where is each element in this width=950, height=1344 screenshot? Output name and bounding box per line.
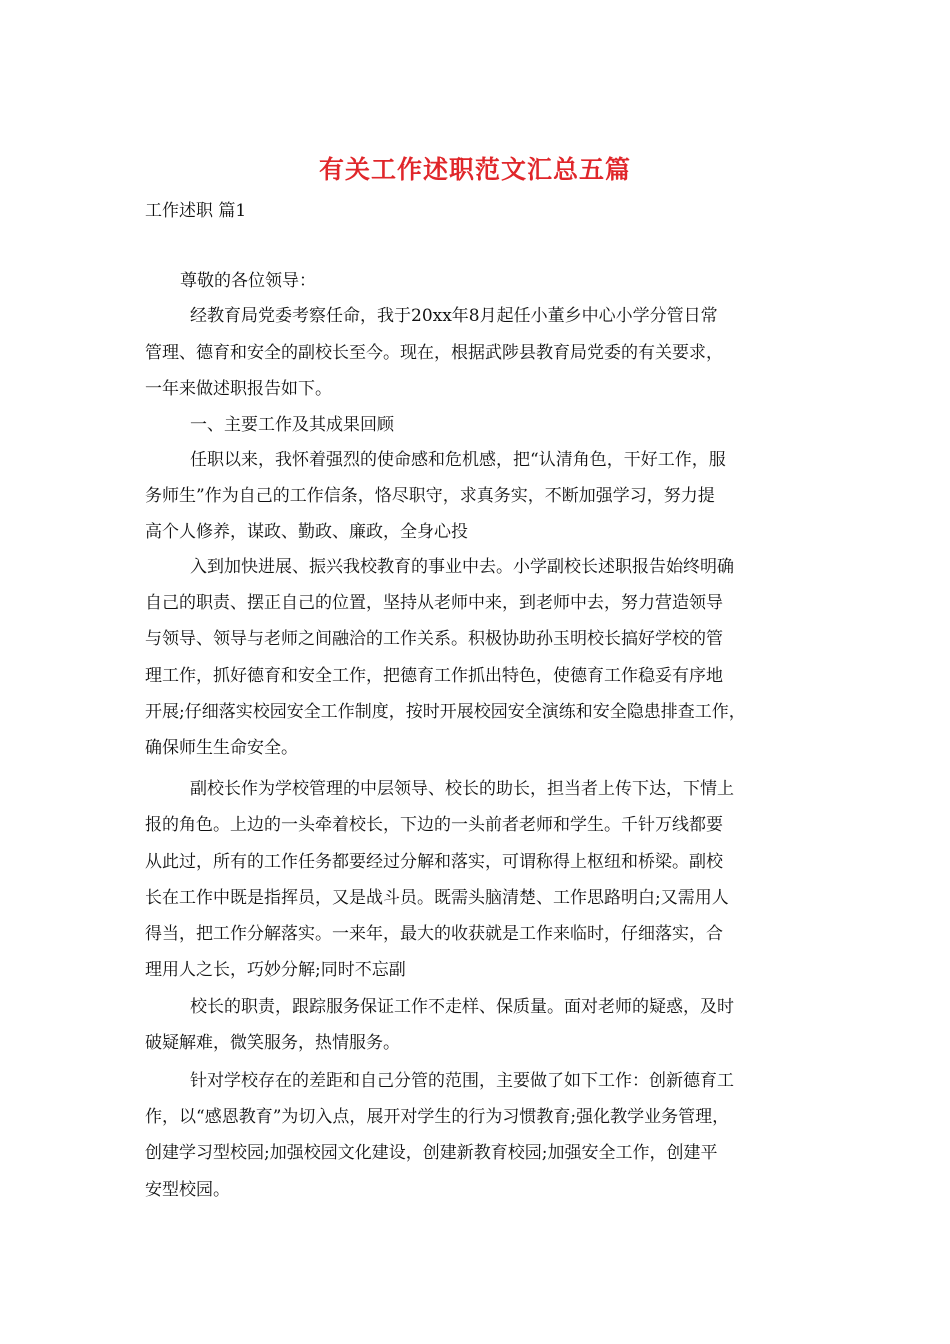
paragraph-line: 入到加快进展、振兴我校教育的事业中去。小学副校长述职报告始终明确 <box>190 557 734 577</box>
paragraph-line: 与领导、领导与老师之间融洽的工作关系。积极协助孙玉明校长搞好学校的管 <box>145 629 723 649</box>
paragraph-line: 安型校园。 <box>145 1180 230 1200</box>
paragraph-line: 尊敬的各位领导： <box>180 271 316 291</box>
paragraph-line: 针对学校存在的差距和自己分管的范围，主要做了如下工作：创新德育工 <box>190 1071 734 1091</box>
paragraph-line: 作，以“感恩教育”为切入点，展开对学生的行为习惯教育;强化教学业务管理， <box>145 1107 730 1127</box>
document-title: 有关工作述职范文汇总五篇 <box>318 155 631 184</box>
paragraph-line: 破疑解难，微笑服务，热情服务。 <box>145 1033 400 1053</box>
paragraph-line: 自己的职责、摆正自己的位置，坚持从老师中来，到老师中去，努力营造领导 <box>145 593 723 613</box>
section-heading: 一、主要工作及其成果回顾 <box>190 415 394 435</box>
paragraph-line: 创建学习型校园;加强校园文化建设，创建新教育校园;加强安全工作，创建平 <box>145 1143 718 1163</box>
paragraph-line: 理工作，抓好德育和安全工作，把德育工作抓出特色，使德育工作稳妥有序地 <box>145 666 723 686</box>
paragraph-line: 任职以来，我怀着强烈的使命感和危机感，把“认清角色，干好工作，服 <box>190 450 726 470</box>
paragraph-line: 长在工作中既是指挥员，又是战斗员。既需头脑清楚、工作思路明白;又需用人 <box>145 888 729 908</box>
paragraph-line: 理用人之长，巧妙分解;同时不忘副 <box>145 960 406 980</box>
paragraph-line: 校长的职责，跟踪服务保证工作不走样、保质量。面对老师的疑惑，及时 <box>190 997 734 1017</box>
paragraph-line: 确保师生生命安全。 <box>145 738 298 758</box>
paragraph-line: 开展;仔细落实校园安全工作制度，按时开展校园安全演练和安全隐患排查工作， <box>145 702 746 722</box>
paragraph-line: 管理、德育和安全的副校长至今。现在，根据武陟县教育局党委的有关要求， <box>145 343 723 363</box>
paragraph-line: 副校长作为学校管理的中层领导、校长的助长，担当者上传下达，下情上 <box>190 779 734 799</box>
paragraph-line: 一年来做述职报告如下。 <box>145 379 332 399</box>
paragraph-line: 报的角色。上边的一头牵着校长，下边的一头前者老师和学生。千针万线都要 <box>145 815 723 835</box>
section-label: 工作述职 篇1 <box>145 201 247 221</box>
paragraph-line: 经教育局党委考察任命，我于20xx年8月起任小董乡中心小学分管日常 <box>190 306 718 326</box>
paragraph-line: 从此过，所有的工作任务都要经过分解和落实，可谓称得上枢纽和桥梁。副校 <box>145 852 723 872</box>
paragraph-line: 务师生”作为自己的工作信条，恪尽职守，求真务实，不断加强学习，努力提 <box>145 486 715 506</box>
paragraph-line: 高个人修养，谋政、勤政、廉政，全身心投 <box>145 522 468 542</box>
paragraph-line: 得当，把工作分解落实。一来年，最大的收获就是工作来临时，仔细落实，合 <box>145 924 723 944</box>
